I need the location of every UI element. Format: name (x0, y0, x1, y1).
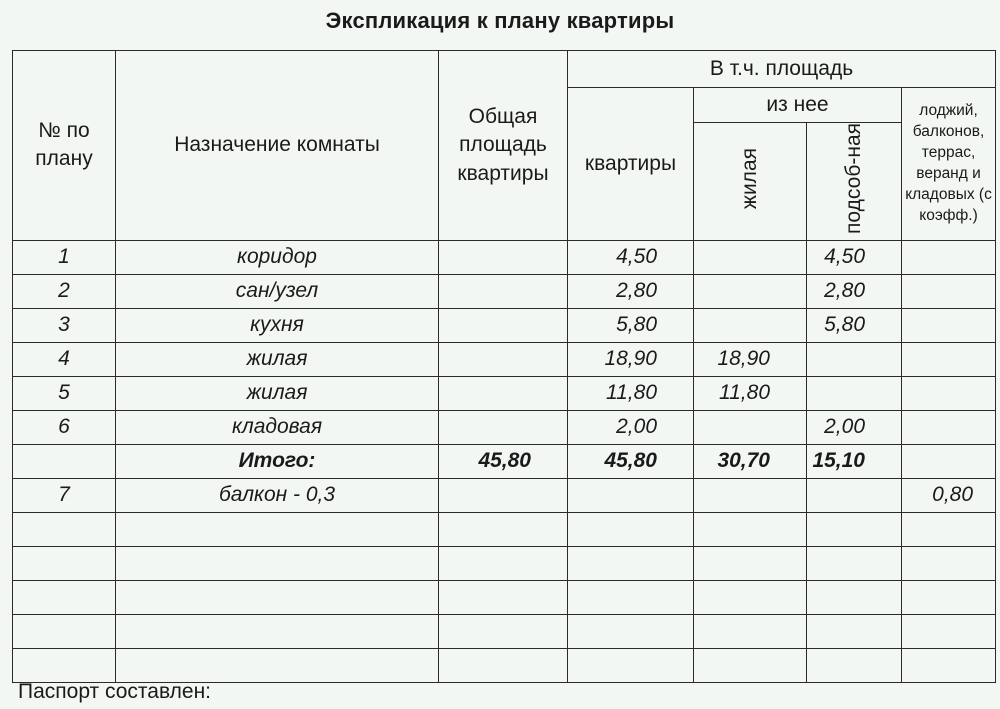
cell-flat (568, 478, 694, 512)
header-auxiliary: подсоб-ная (841, 123, 865, 234)
cell-total (439, 478, 568, 512)
cell-loggia (902, 274, 996, 308)
table-row (13, 376, 996, 410)
cell-living (694, 478, 807, 512)
cell-no: 3 (13, 308, 116, 342)
header-living: жилая (737, 147, 761, 210)
cell-living: 18,90 (694, 342, 807, 376)
header-of-it: из нее (694, 88, 902, 123)
cell-living: 11,80 (694, 376, 807, 410)
cell-living (694, 240, 807, 274)
cell-aux: 2,00 (807, 410, 902, 444)
cell-loggia: 0,80 (902, 478, 996, 512)
cell-flat: 5,80 (568, 308, 694, 342)
table-row (13, 274, 996, 308)
cell-no: 2 (13, 274, 116, 308)
cell-name: балкон - 0,3 (116, 478, 439, 512)
cell-no: 1 (13, 240, 116, 274)
cell-name: Итого: (116, 444, 439, 478)
cell-total (439, 240, 568, 274)
cell-no: 5 (13, 376, 116, 410)
cell-living (694, 410, 807, 444)
cell-aux (807, 342, 902, 376)
header-loggias: лоджий, балконов, террас, веранд и кладовых (с коэфф.) (902, 88, 996, 241)
empty-row (13, 580, 996, 614)
cell-living (694, 308, 807, 342)
cell-aux: 2,80 (807, 274, 902, 308)
cell-flat: 2,80 (568, 274, 694, 308)
cell-name: жилая (116, 342, 439, 376)
cell-loggia (902, 342, 996, 376)
cell-name: жилая (116, 376, 439, 410)
cell-loggia (902, 410, 996, 444)
cell-aux (807, 376, 902, 410)
cell-flat: 11,80 (568, 376, 694, 410)
empty-row (13, 648, 996, 682)
cell-total (439, 308, 568, 342)
cell-aux: 15,10 (807, 444, 902, 478)
balcony-row (13, 478, 996, 512)
header-aux-cell (807, 123, 902, 241)
empty-row (13, 546, 996, 580)
cell-flat: 18,90 (568, 342, 694, 376)
header-flat-area: квартиры (568, 88, 694, 241)
cell-aux (807, 478, 902, 512)
cell-total (439, 342, 568, 376)
table-row (13, 308, 996, 342)
header-including-area: В т.ч. площадь (568, 51, 996, 88)
cell-total (439, 376, 568, 410)
cell-loggia (902, 308, 996, 342)
empty-row (13, 512, 996, 546)
cell-flat: 4,50 (568, 240, 694, 274)
cell-total (439, 274, 568, 308)
cell-flat: 45,80 (568, 444, 694, 478)
cell-name: кухня (116, 308, 439, 342)
cell-loggia (902, 376, 996, 410)
header-number: № по плану (13, 51, 116, 241)
cell-living (694, 274, 807, 308)
header-living-cell (694, 123, 807, 241)
cell-total (439, 410, 568, 444)
cell-loggia (902, 444, 996, 478)
header-room-purpose: Назначение комнаты (116, 51, 439, 241)
explication-table (12, 50, 996, 683)
cell-no: 7 (13, 478, 116, 512)
cell-name: кладовая (116, 410, 439, 444)
header-total-area: Общая площадь квартиры (439, 51, 568, 241)
cell-no: 4 (13, 342, 116, 376)
cell-total: 45,80 (439, 444, 568, 478)
table-row (13, 342, 996, 376)
cell-loggia (902, 240, 996, 274)
document-title: Экспликация к плану квартиры (325, 8, 675, 33)
total-row (13, 444, 996, 478)
cell-no (13, 444, 116, 478)
cell-name: сан/узел (116, 274, 439, 308)
cell-aux: 5,80 (807, 308, 902, 342)
cell-living: 30,70 (694, 444, 807, 478)
passport-compiled-label: Паспорт составлен: (18, 680, 212, 703)
cell-name: коридор (116, 240, 439, 274)
cell-aux: 4,50 (807, 240, 902, 274)
empty-row (13, 614, 996, 648)
table-row (13, 410, 996, 444)
cell-no: 6 (13, 410, 116, 444)
table-row (13, 240, 996, 274)
cell-flat: 2,00 (568, 410, 694, 444)
